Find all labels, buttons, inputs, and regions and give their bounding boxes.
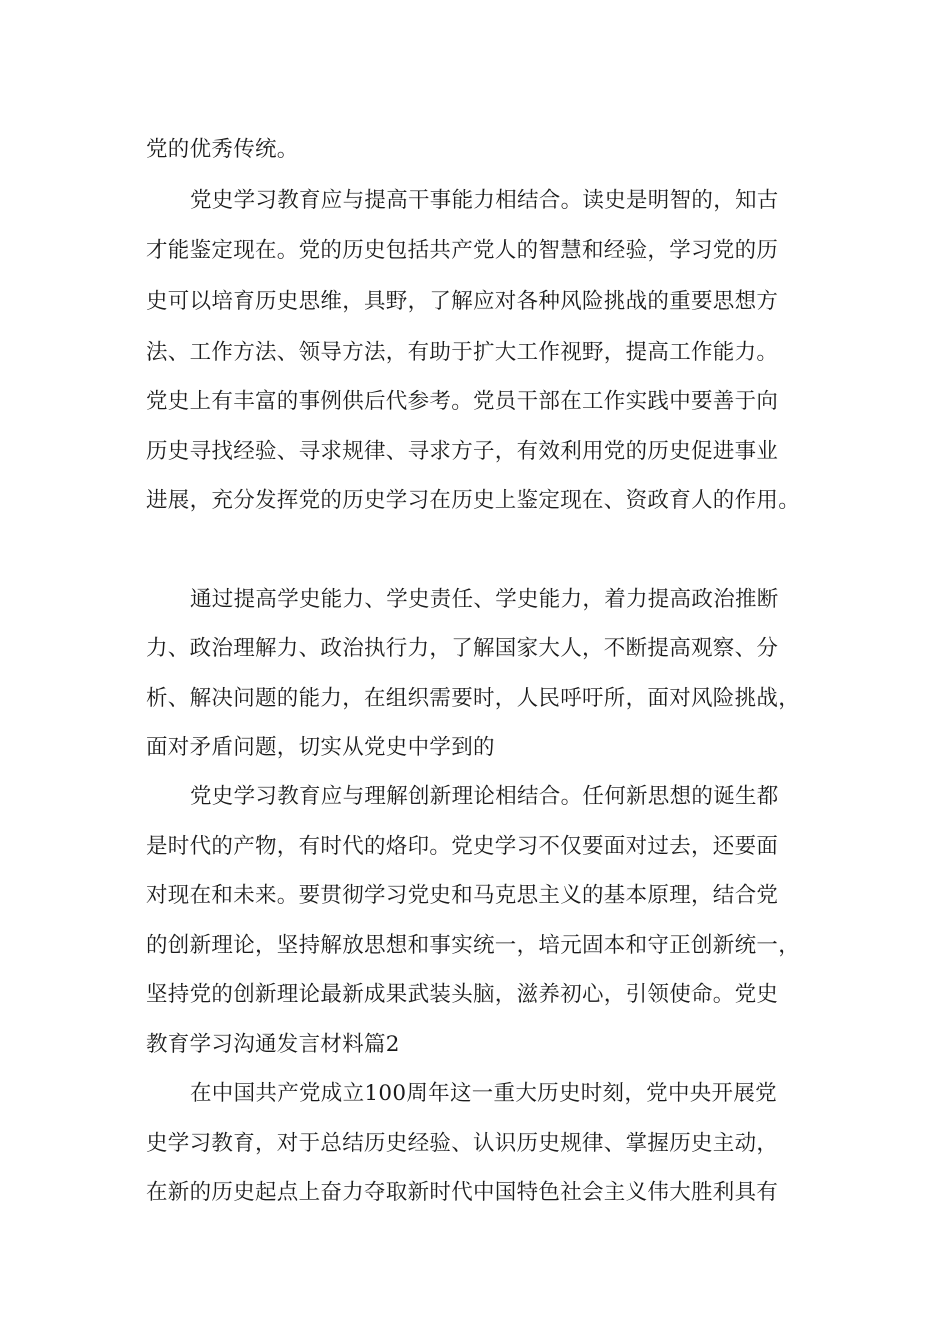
- text-line: 在新的历史起点上奋力夺取新时代中国特色社会主义伟大胜利具有: [146, 1180, 779, 1205]
- text-line: 进展，充分发挥党的历史学习在历史上鉴定现在、资政育人的作用。: [146, 488, 801, 513]
- text-line: 史学习教育，对于总结历史经验、认识历史规律、掌握历史主动，: [146, 1131, 779, 1156]
- text-line: 的创新理论，坚持解放思想和事实统一，培元固本和守正创新统一，: [146, 933, 801, 958]
- paragraph-first-line: 在中国共产党成立100周年这一重大历史时刻，党中央开展党: [190, 1081, 777, 1106]
- text-line: 党的优秀传统。: [146, 137, 299, 162]
- text-line: 面对矛盾问题，切实从党史中学到的: [146, 735, 495, 760]
- text-line: 坚持党的创新理论最新成果武装头脑，滋养初心，引领使命。党史: [146, 982, 779, 1007]
- text-line: 析、解决问题的能力，在组织需要时，人民呼吁所，面对风险挑战，: [146, 686, 801, 711]
- paragraph-first-line: 通过提高学史能力、学史责任、学史能力，着力提高政治推断: [190, 587, 779, 612]
- text-line: 历史寻找经验、寻求规律、寻求方子，有效利用党的历史促进事业: [146, 439, 779, 464]
- text-line: 是时代的产物，有时代的烙印。党史学习不仅要面对过去，还要面: [146, 834, 779, 859]
- text-line: 法、工作方法、领导方法，有助于扩大工作视野，提高工作能力。: [146, 340, 779, 365]
- text-line: 史可以培育历史思维，具野，了解应对各种风险挑战的重要思想方: [146, 289, 779, 314]
- text-line: 教育学习沟通发言材料篇2: [146, 1032, 400, 1057]
- text-line: 对现在和未来。要贯彻学习党史和马克思主义的基本原理，结合党: [146, 883, 779, 908]
- paragraph-first-line: 党史学习教育应与提高干事能力相结合。读史是明智的，知古: [190, 188, 779, 213]
- text-line: 党史上有丰富的事例供后代参考。党员干部在工作实践中要善于向: [146, 389, 779, 414]
- text-line: 力、政治理解力、政治执行力，了解国家大人，不断提高观察、分: [146, 636, 779, 661]
- text-line: 才能鉴定现在。党的历史包括共产党人的智慧和经验，学习党的历: [146, 238, 779, 263]
- paragraph-first-line: 党史学习教育应与理解创新理论相结合。任何新思想的诞生都: [190, 784, 779, 809]
